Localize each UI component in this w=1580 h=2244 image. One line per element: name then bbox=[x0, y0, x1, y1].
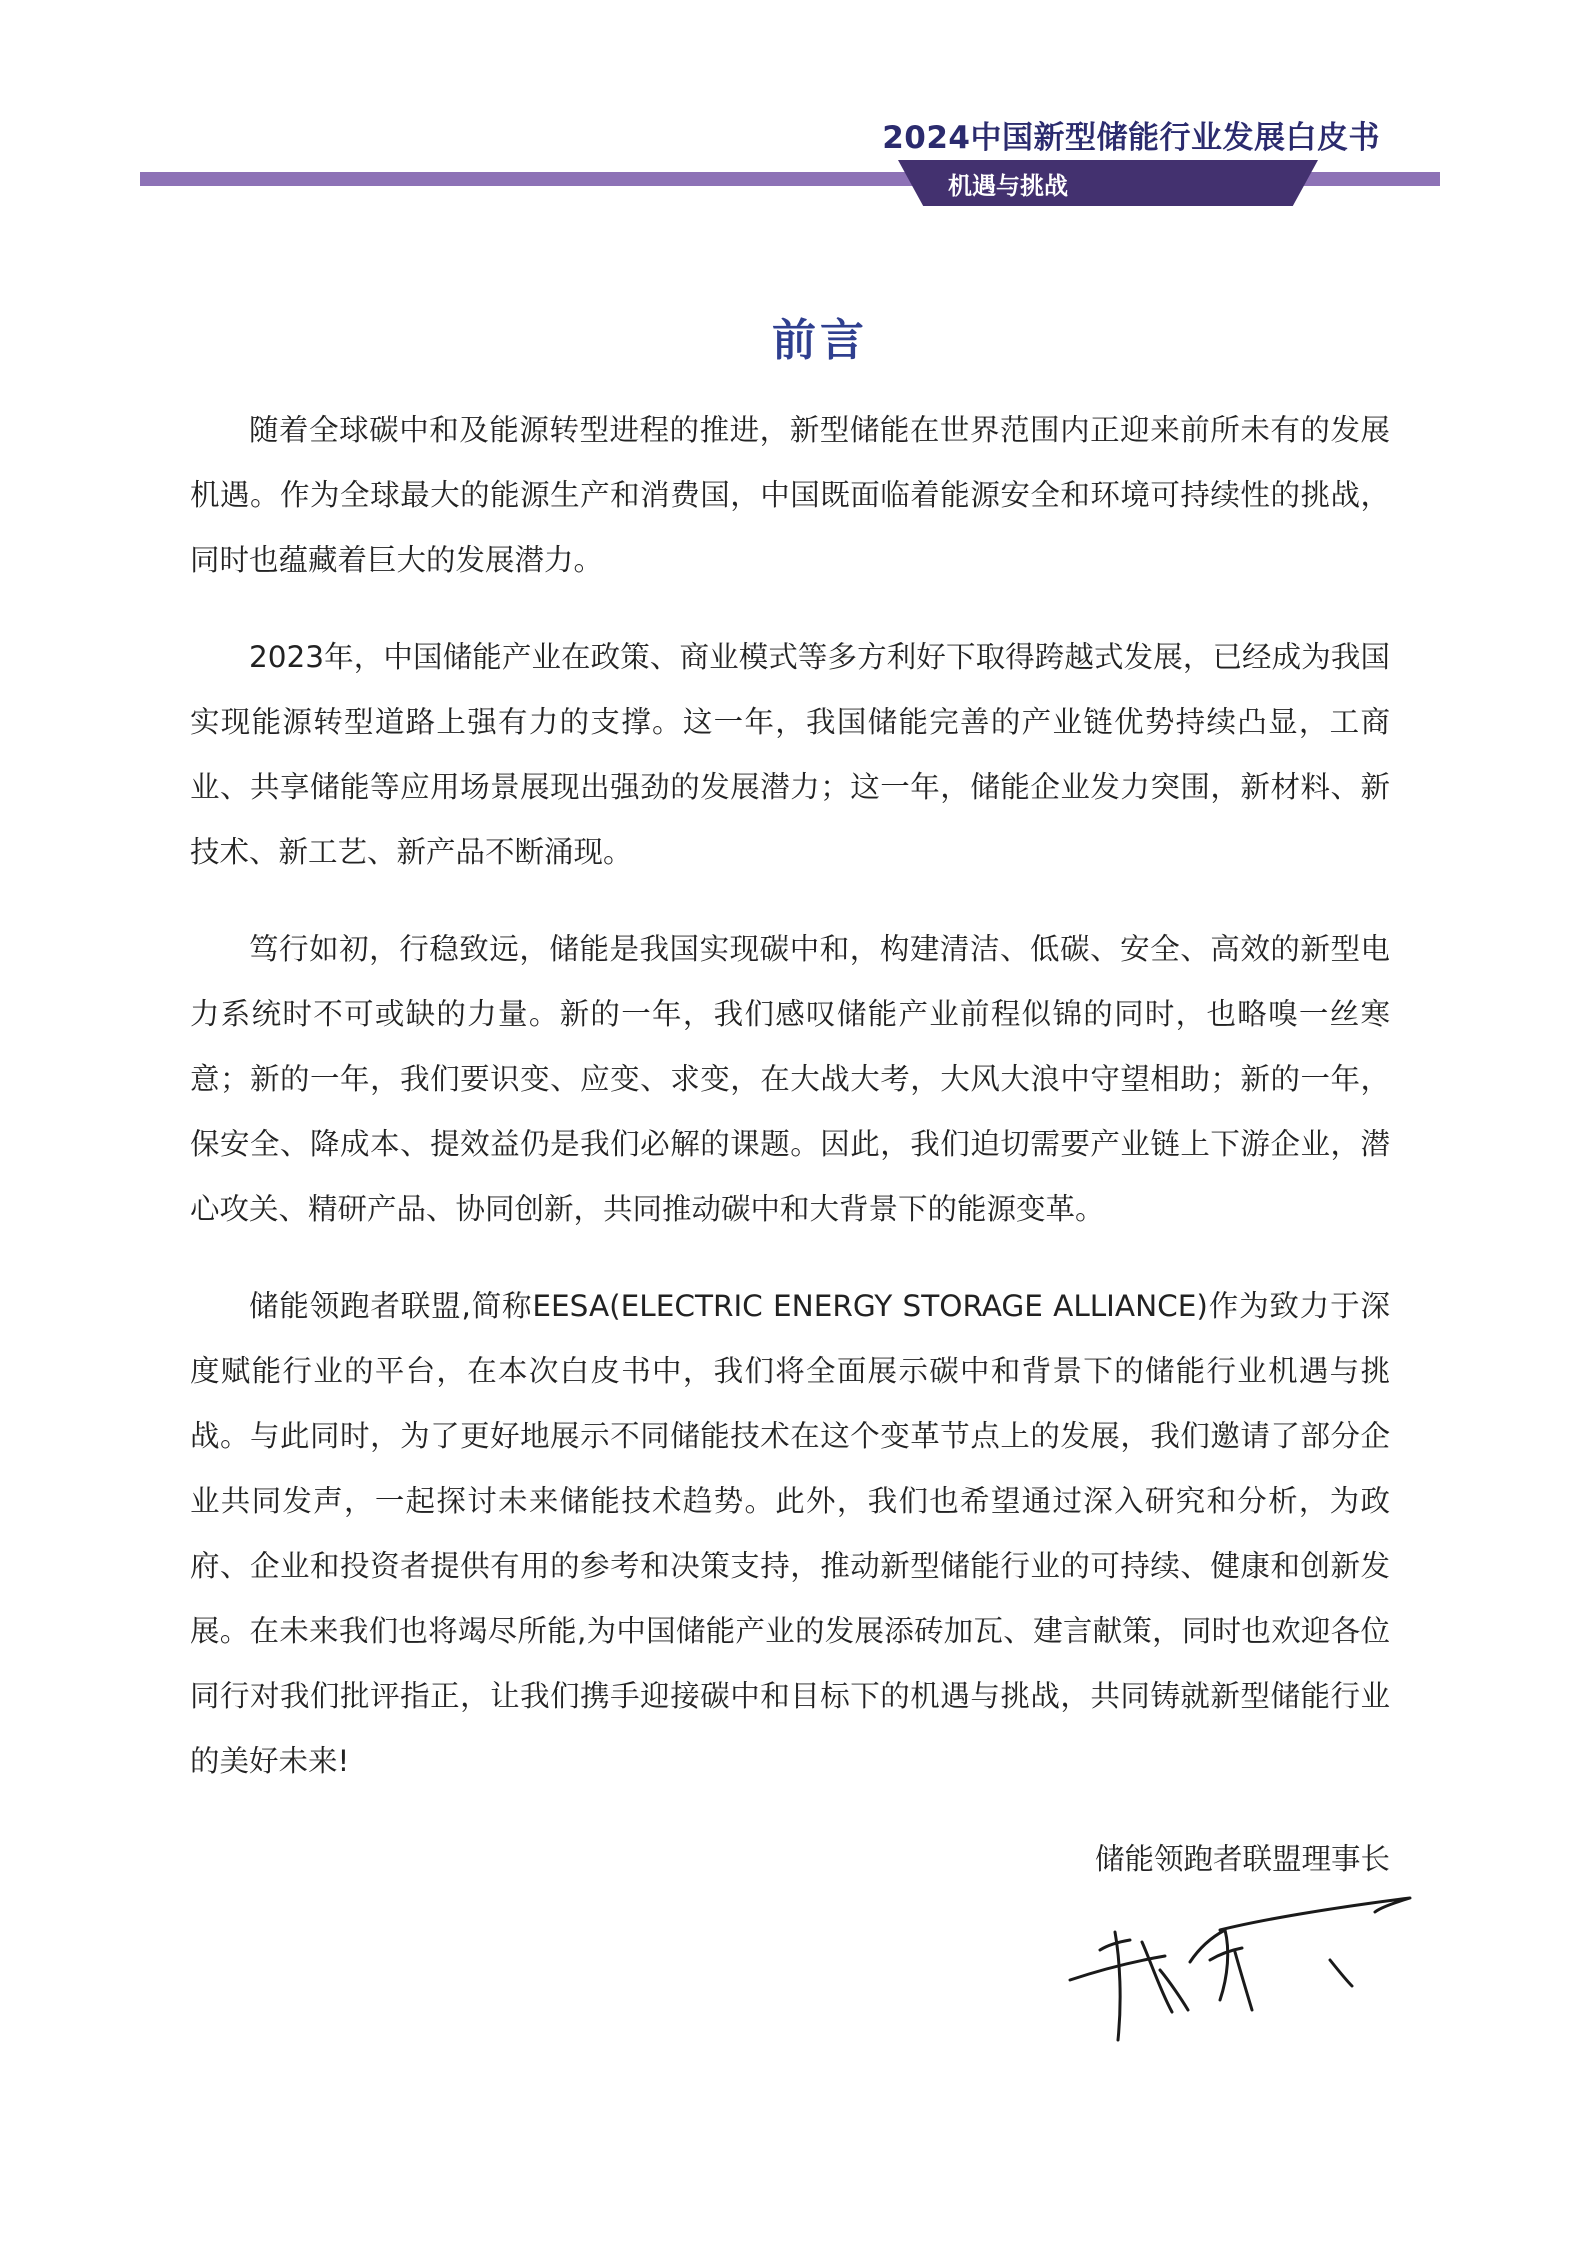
paragraph: 笃行如初，行稳致远，储能是我国实现碳中和，构建清洁、低碳、安全、高效的新型电力系统时不可或缺的力量。新的一年，我们感叹储能产业前程似锦的同时，也略嗅一丝寒意；新的一年，我们要识变、应变、求变，在大战大考，大风大浪中守望相助；新的一年，保安全、降成本、提效益仍是我们必解的课题。因此，我们迫切需要产业链上下游企业，潜心攻关、精研产品、协同创新，共同推动碳中和大背景下的能源变革。 bbox=[190, 932, 1390, 1226]
page-title: 前言 bbox=[772, 315, 868, 366]
paragraph: 2023年，中国储能产业在政策、商业模式等多方利好下取得跨越式发展，已经成为我国实现能源转型道路上强有力的支撑。这一年，我国储能完善的产业链优势持续凸显，工商业、共享储能等应用场景展现出强劲的发展潜力；这一年，储能企业发力突围，新材料、新技术、新工艺、新产品不断涌现。 bbox=[190, 640, 1390, 869]
paragraph: 随着全球碳中和及能源转型进程的推进，新型储能在世界范围内正迎来前所未有的发展机遇。作为全球最大的能源生产和消费国，中国既面临着能源安全和环境可持续性的挑战，同时也蕴藏着巨大的发展潜力。 bbox=[190, 413, 1390, 577]
header-subtitle: 机遇与挑战 bbox=[948, 172, 1068, 200]
signature-title: 储能领跑者联盟理事长 bbox=[1094, 1842, 1390, 1876]
content bbox=[190, 398, 1390, 1826]
handwritten-signature bbox=[1060, 1890, 1420, 2050]
header-title: 2024中国新型储能行业发展白皮书 bbox=[882, 120, 1380, 156]
paragraph: 储能领跑者联盟,简称EESA(ELECTRIC ENERGY STORAGE ALLIANCE)作为致力于深度赋能行业的平台，在本次白皮书中，我们将全面展示碳中和背景下的储能行业机遇与挑战。与此同时，为了更好地展示不同储能技术在这个变革节点上的发展，我们邀请了部分企业共同发声，一起探讨未来储能技术趋势。此外，我们也希望通过深入研究和分析，为政府、企业和投资者提供有用的参考和决策支持，推动新型储能行业的可持续、健康和创新发展。在未来我们也将竭尽所能,为中国储能产业的发展添砖加瓦、建言献策，同时也欢迎各位同行对我们批评指正，让我们携手迎接碳中和目标下的机遇与挑战，共同铸就新型储能行业的美好未来! bbox=[190, 1289, 1390, 1778]
